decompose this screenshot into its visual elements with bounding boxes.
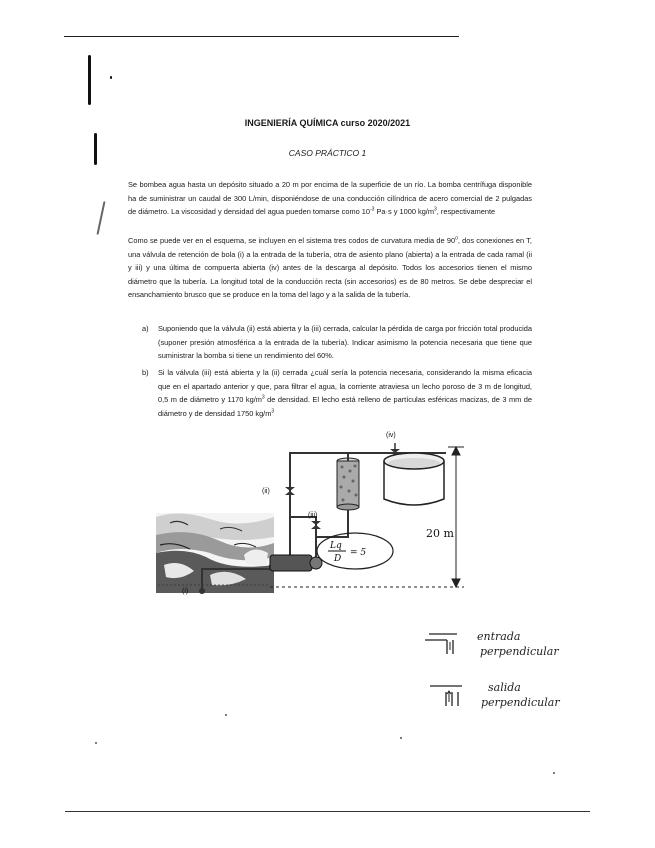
question-a-text: Suponiendo que la válvula (ii) está abierta y la (iii) cerrada, calcular la pérdida de carga por fricción total producida (suponer presión atmosférica a la entrada de la tubería). Indicar asimismo la potencia necesaria que tiene que suministrar la bomba si tiene un rendimiento del 60%. [158,324,532,361]
question-a-label: a) [142,324,149,333]
margin-mark-top [88,55,91,105]
bottom-rule [65,811,590,812]
annotation-outlet-2: perpendicular [481,696,560,709]
document-title: INGENIERÍA QUÍMICA curso 2020/2021 [244,118,411,128]
top-rule [64,36,459,37]
pump [270,555,312,571]
valve-ii-label: (ii) [262,488,270,495]
question-b [142,366,532,420]
height-label: 20 m [426,527,454,540]
problem-statement-paragraph: Se bombea agua hasta un depósito situado a 20 m por encima de la superficie de un río. La bomba centrífuga disponible ha de suministrar un caudal de 300 L/min, disponiéndose de una conducción cilíndrica de acero comercial de 2 pulgadas de diámetro. La viscosidad y densidad del agua pueden tomarse como $10^{-3}$ Pa·s y 1000 $kg/m^3$, respectivamente [128,180,532,217]
valve-i-label: (i) [182,588,189,595]
ratio-numerator: Lq [330,541,342,551]
question-b-text: Si la válvula (iii) está abierta y la (ii) cerrada ¿cuál sería la potencia necesaria, considerando la misma eficacia que en el apartado anterior y que, para filtrar el agua, la corriente atraviesa un lecho poroso de 3 m de longitud, 0,5 m de diámetro y 1170 $kg/m^3$ de densidad. El lecho está relleno de partículas esféricas macizas, de 3 mm de diámetro y de densidad 1750 $kg/m^3$ [158,368,532,418]
scan-speck [95,742,97,744]
margin-mark-small [96,201,105,235]
scan-speck [225,714,227,716]
margin-mark-tick [110,76,112,79]
inlet-symbol [423,630,463,656]
ratio-denominator: D [334,554,342,564]
valve-iv-label: (iv) [386,432,396,439]
annotation-outlet-1: salida [488,681,521,694]
question-b-label: b) [142,368,149,377]
valve-iii [311,521,321,529]
ratio-value: = 5 [350,548,367,558]
valve-i [199,588,205,594]
system-description-paragraph: Como se puede ver en el esquema, se incluyen en el sistema tres codos de curvatura media de 90$^o$, dos conexiones en T, una válvula de retención de bola (i) a la entrada de la tubería, otra de asiento plano (abierta) a la entrada de cada ramal (ii y iii) y una última de compuerta abierta (iv) antes de la descarga al depósito. Todos los accesorios tienen el mismo diámetro que la tubería. La longitud total de la conducción recta (sin accesorios) es de 80 metros. Se debe despreciar el ensanchamiento brusco que se produce en la toma del lago y a la salida de la tubería. [128,235,532,300]
outlet-symbol [426,682,466,708]
valve-iii-label: (iii) [308,512,318,519]
question-a [142,322,532,363]
annotation-inlet-2: perpendicular [480,645,559,658]
storage-tank [384,453,444,505]
packed-bed-filter [337,458,359,510]
pumping-system-diagram [150,425,470,610]
handwritten-ratio-note [317,533,393,569]
scan-speck [400,737,402,739]
document-subtitle: CASO PRÁCTICO 1 [288,148,367,158]
annotation-inlet-1: entrada [477,630,521,643]
valve-ii [285,487,295,495]
scan-speck [553,772,555,774]
river-photo [156,513,274,593]
